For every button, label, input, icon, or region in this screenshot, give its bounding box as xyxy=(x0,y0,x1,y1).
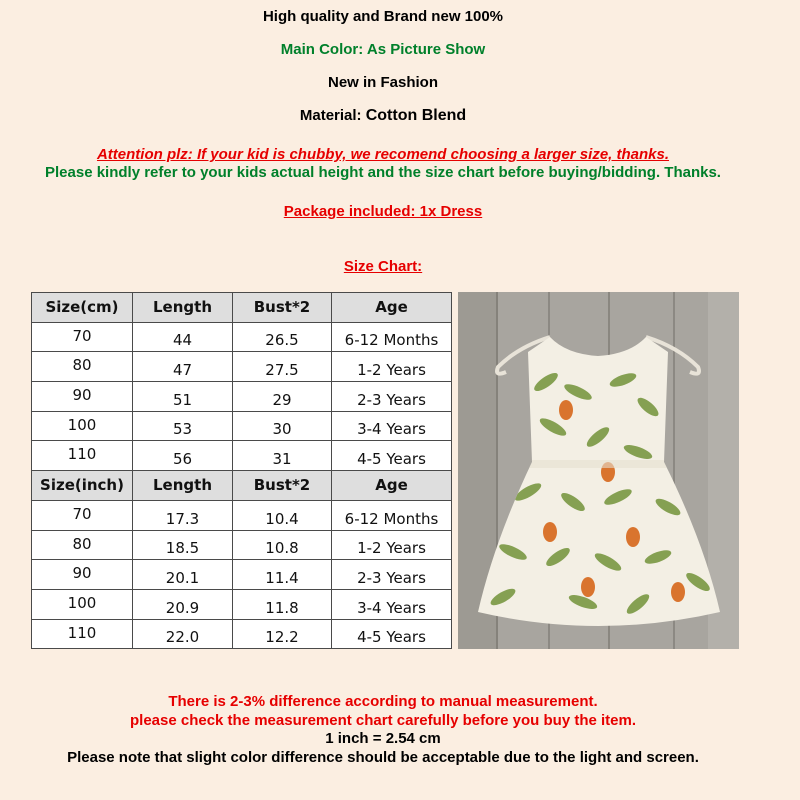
table-cell: 100 xyxy=(32,589,133,619)
header-cell: Bust*2 xyxy=(233,293,332,323)
header-cell: Bust*2 xyxy=(233,471,332,501)
table-cell: 6-12 Months xyxy=(332,322,452,352)
fashion-text: New in Fashion xyxy=(327,74,438,91)
table-cell: 20.9 xyxy=(133,589,233,619)
color-note-text: Please note that slight color difference should be acceptable due to the light and screen. xyxy=(67,749,699,766)
table-cell: 90 xyxy=(32,560,133,590)
table-row xyxy=(32,500,452,530)
table-row xyxy=(32,619,452,649)
table-cell: 3-4 Years xyxy=(332,411,452,441)
table-cell: 1-2 Years xyxy=(332,352,452,382)
difference-text: There is 2-3% difference according to manual measurement. xyxy=(168,693,598,710)
header-cell: Length xyxy=(133,293,233,323)
table-cell: 70 xyxy=(32,500,133,530)
material-line xyxy=(0,107,766,125)
table-cell: 31 xyxy=(233,441,332,471)
table-cell: 70 xyxy=(32,322,133,352)
table-cell: 29 xyxy=(233,382,332,412)
table-cell: 22.0 xyxy=(133,619,233,649)
header-cell: Size(inch) xyxy=(32,471,133,501)
table-header-row-inch xyxy=(32,471,452,501)
table-cell: 90 xyxy=(32,382,133,412)
table-cell: 11.4 xyxy=(233,560,332,590)
table-cell: 2-3 Years xyxy=(332,560,452,590)
table-row xyxy=(32,352,452,382)
product-photo xyxy=(458,292,739,649)
table-cell: 26.5 xyxy=(233,322,332,352)
table-cell: 80 xyxy=(32,352,133,382)
table-cell: 4-5 Years xyxy=(332,619,452,649)
table-cell: 80 xyxy=(32,530,133,560)
table-row xyxy=(32,560,452,590)
size-chart-table xyxy=(31,292,452,649)
table-cell: 53 xyxy=(133,411,233,441)
table-cell: 11.8 xyxy=(233,589,332,619)
table-cell: 4-5 Years xyxy=(332,441,452,471)
attention-text: Attention plz: If your kid is chubby, we recomend choosing a larger size, thanks. xyxy=(96,146,670,163)
table-cell: 1-2 Years xyxy=(332,530,452,560)
inch-conversion-text: 1 inch = 2.54 cm xyxy=(325,730,441,747)
table-cell: 10.8 xyxy=(233,530,332,560)
table-header-row-cm xyxy=(32,293,452,323)
table-cell: 47 xyxy=(133,352,233,382)
material-label: Material: xyxy=(299,107,362,124)
size-chart-title: Size Chart: xyxy=(343,258,423,275)
table-cell: 56 xyxy=(133,441,233,471)
header-cell: Size(cm) xyxy=(32,293,133,323)
table-cell: 12.2 xyxy=(233,619,332,649)
quality-text: High quality and Brand new 100% xyxy=(262,8,504,25)
table-cell: 30 xyxy=(233,411,332,441)
table-cell: 6-12 Months xyxy=(332,500,452,530)
table-row xyxy=(32,441,452,471)
table-cell: 17.3 xyxy=(133,500,233,530)
header-cell: Age xyxy=(332,471,452,501)
table-cell: 18.5 xyxy=(133,530,233,560)
table-cell: 51 xyxy=(133,382,233,412)
table-cell: 2-3 Years xyxy=(332,382,452,412)
package-text: Package included: 1x Dress xyxy=(283,203,483,220)
table-cell: 10.4 xyxy=(233,500,332,530)
table-row xyxy=(32,411,452,441)
table-row xyxy=(32,382,452,412)
table-row xyxy=(32,530,452,560)
table-cell: 100 xyxy=(32,411,133,441)
table-row xyxy=(32,589,452,619)
table-cell: 110 xyxy=(32,441,133,471)
table-cell: 3-4 Years xyxy=(332,589,452,619)
refer-text: Please kindly refer to your kids actual height and the size chart before buying/bidding. Thanks. xyxy=(45,164,721,181)
header-cell: Length xyxy=(133,471,233,501)
header-cell: Age xyxy=(332,293,452,323)
table-cell: 27.5 xyxy=(233,352,332,382)
check-text: please check the measurement chart carefully before you buy the item. xyxy=(129,712,636,729)
table-cell: 20.1 xyxy=(133,560,233,590)
material-value: Cotton Blend xyxy=(365,107,467,124)
table-cell: 44 xyxy=(133,322,233,352)
table-row xyxy=(32,322,452,352)
main-color-text: Main Color: As Picture Show xyxy=(280,41,486,58)
table-cell: 110 xyxy=(32,619,133,649)
